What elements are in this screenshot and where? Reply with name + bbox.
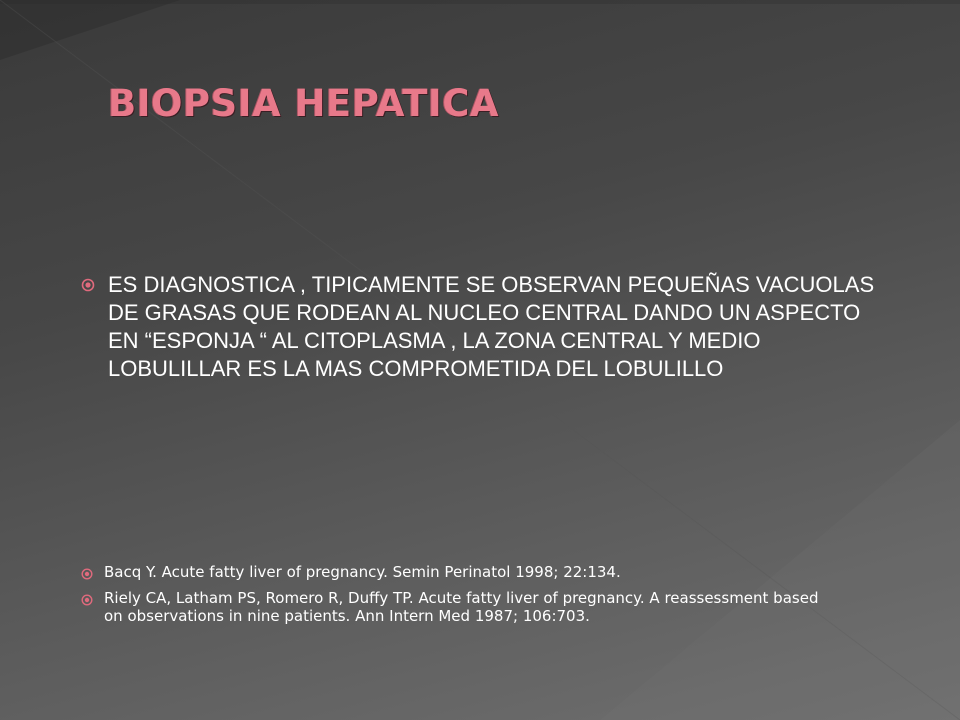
reference-text: Riely CA, Latham PS, Romero R, Duffy TP. Acute fatty liver of pregnancy. A reassessment based on observations in nine patients. Ann Intern Med 1987; 106:703. [104,589,819,625]
reference-item [80,563,880,585]
circle-dot-icon [80,563,94,585]
main-bullet-item [80,271,880,383]
circle-dot-icon [80,271,96,299]
circle-dot-icon [80,589,94,611]
reference-item [80,589,880,625]
slide-title: BIOPSIA HEPATICA [108,82,499,125]
main-bullet-text: ES DIAGNOSTICA , TIPICAMENTE SE OBSERVAN PEQUEÑAS VACUOLAS DE GRASAS QUE RODEAN AL NUCLEO CENTRAL DANDO UN ASPECTO EN “ESPONJA “ AL CITOPLASMA , LA ZONA CENTRAL Y MEDIO LOBULILLAR ES LA MAS COMPROMETIDA DEL LOBULILLO [108,272,875,381]
reference-text: Bacq Y. Acute fatty liver of pregnancy. Semin Perinatol 1998; 22:134. [104,563,621,581]
references-list [80,563,880,629]
